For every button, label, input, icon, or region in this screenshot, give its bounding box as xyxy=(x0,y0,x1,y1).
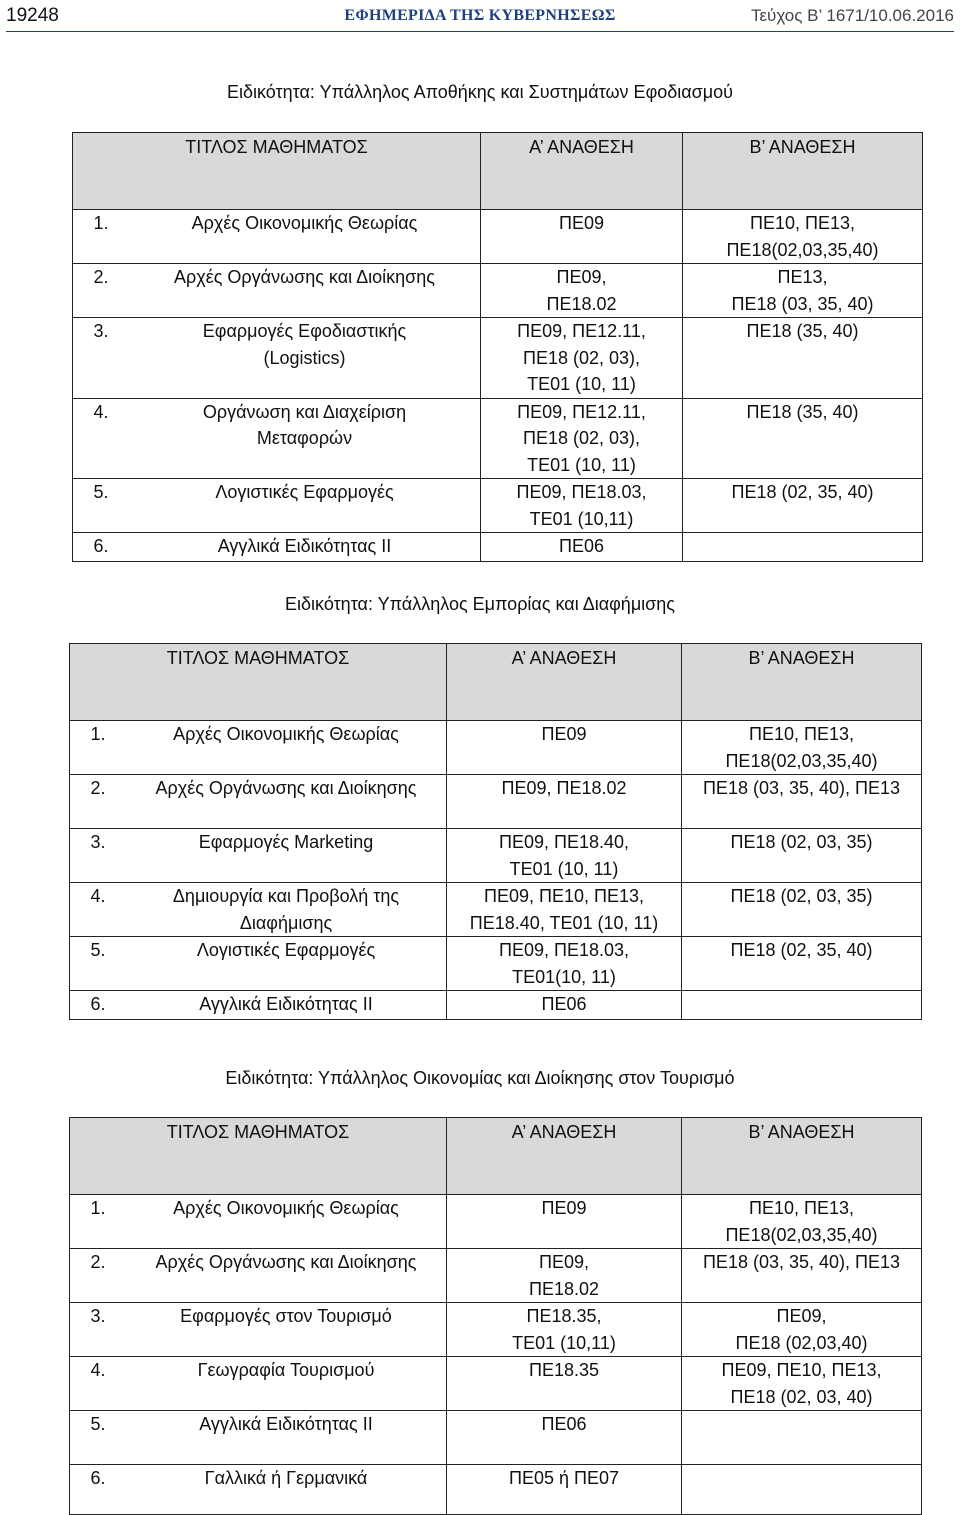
course-number: 4. xyxy=(90,886,106,906)
first-assignment: ΠΕ09 xyxy=(541,1198,587,1218)
course-title: Γαλλικά ή Γερμανικά xyxy=(204,1468,368,1488)
first-assignment: ΤΕ01(10, 11) xyxy=(512,966,616,987)
table-row xyxy=(70,1303,922,1357)
second-assignment xyxy=(682,1411,921,1438)
second-assignment: ΠΕ13, xyxy=(777,267,828,287)
second-assignment-cell xyxy=(682,1249,922,1303)
course-number xyxy=(70,910,126,937)
first-assignment-cell xyxy=(447,1303,682,1357)
second-assignment xyxy=(682,1465,921,1492)
course-title-cell xyxy=(70,937,447,991)
table-header-row xyxy=(70,644,922,721)
column-header: Β’ ΑΝΑΘΕΣΗ xyxy=(683,133,923,210)
first-assignment: ΠΕ09, ΠΕ18.40, xyxy=(498,832,630,852)
first-assignment: ΠΕ18.02 xyxy=(546,293,617,314)
table-row xyxy=(73,533,923,562)
course-title: Αρχές Οικονομικής Θεωρίας xyxy=(173,1198,399,1218)
first-assignment-cell xyxy=(481,479,683,533)
course-number: 1. xyxy=(90,1198,106,1218)
course-number: 1. xyxy=(93,213,109,233)
second-assignment-cell xyxy=(683,479,923,533)
first-assignment: ΠΕ09, ΠΕ18.03, xyxy=(498,940,630,960)
second-assignment-cell xyxy=(682,721,922,775)
table-row xyxy=(70,721,922,775)
first-assignment: ΠΕ05 ή ΠΕ07 xyxy=(508,1468,620,1488)
first-assignment: ΠΕ18 (02, 03), xyxy=(522,347,641,368)
course-title: Αγγλικά Ειδικότητας ΙΙ xyxy=(217,536,392,556)
second-assignment-cell xyxy=(682,1465,922,1515)
first-assignment: ΠΕ09, xyxy=(538,1252,590,1272)
course-number: 5. xyxy=(90,940,106,960)
table-header-row xyxy=(73,133,923,210)
course-title-cell xyxy=(73,479,481,533)
course-number: 3. xyxy=(90,832,106,852)
first-assignment: ΠΕ06 xyxy=(541,994,587,1014)
page-header xyxy=(0,0,960,34)
course-number: 4. xyxy=(93,401,109,422)
second-assignment: ΠΕ10, ΠΕ13, xyxy=(748,724,855,744)
first-assignment: ΤΕ01 (10,11) xyxy=(529,508,634,529)
course-title-cell xyxy=(70,883,447,937)
table-header-row xyxy=(70,1118,922,1195)
course-title: Εφαρμογές στον Τουρισμό xyxy=(180,1306,392,1326)
course-title-cell xyxy=(70,829,447,883)
first-assignment: ΠΕ09, ΠΕ12.11, xyxy=(517,401,646,422)
first-assignment-cell xyxy=(447,991,682,1020)
second-assignment xyxy=(682,991,921,1018)
second-assignment: ΠΕ10, ΠΕ13, xyxy=(748,1198,855,1218)
table-row xyxy=(70,991,922,1020)
first-assignment: ΠΕ06 xyxy=(541,1414,587,1434)
second-assignment: ΠΕ18 (02, 03, 40) xyxy=(730,1386,873,1407)
table-row xyxy=(70,829,922,883)
column-header: Α’ ΑΝΑΘΕΣΗ xyxy=(447,644,682,721)
course-number: 5. xyxy=(90,1414,106,1434)
first-assignment-cell xyxy=(447,883,682,937)
course-title: Λογιστικές Εφαρμογές xyxy=(196,940,376,960)
second-assignment-cell xyxy=(683,264,923,318)
course-title: Αρχές Οικονομικής Θεωρίας xyxy=(191,213,418,233)
first-assignment: ΤΕ01 (10, 11) xyxy=(527,374,636,394)
course-title-cell xyxy=(73,398,481,479)
second-assignment-cell xyxy=(682,1195,922,1249)
first-assignment: ΠΕ09 xyxy=(541,724,587,744)
column-header: Α’ ΑΝΑΘΕΣΗ xyxy=(447,1118,682,1195)
first-assignment: ΤΕ01 (10, 11) xyxy=(509,858,619,879)
column-header: Β’ ΑΝΑΘΕΣΗ xyxy=(682,644,922,721)
course-number: 2. xyxy=(90,778,106,798)
course-number xyxy=(73,345,129,372)
course-title-cell xyxy=(70,775,447,829)
table-row xyxy=(73,398,923,479)
second-assignment: ΠΕ10, ΠΕ13, xyxy=(749,213,856,233)
first-assignment: ΠΕ09, ΠΕ10, ΠΕ13, xyxy=(483,886,645,906)
second-assignment-cell xyxy=(683,210,923,264)
course-title: Γεωγραφία Τουρισμού xyxy=(197,1360,375,1380)
course-table xyxy=(69,643,922,1020)
section-title: Ειδικότητα: Υπάλληλος Εμπορίας και Διαφήμισης xyxy=(285,594,675,614)
column-header: ΤΙΤΛΟΣ ΜΑΘΗΜΑΤΟΣ xyxy=(73,133,481,210)
course-title: Οργάνωση και Διαχείριση xyxy=(202,401,407,422)
first-assignment-cell xyxy=(447,829,682,883)
header-rule xyxy=(6,31,954,32)
course-title: Αρχές Οικονομικής Θεωρίας xyxy=(173,724,399,744)
course-title-cell xyxy=(73,533,481,562)
second-assignment: ΠΕ18(02,03,35,40) xyxy=(726,239,879,260)
course-number: 6. xyxy=(90,1468,106,1488)
second-assignment xyxy=(683,533,922,560)
course-title: (Logistics) xyxy=(263,347,346,368)
course-title-cell xyxy=(70,721,447,775)
course-title-cell xyxy=(70,1249,447,1303)
first-assignment-cell xyxy=(481,264,683,318)
first-assignment: ΠΕ09, ΠΕ18.02 xyxy=(501,778,627,798)
course-title-cell xyxy=(70,1411,447,1465)
first-assignment: ΠΕ09 xyxy=(558,213,605,233)
second-assignment: ΠΕ09, ΠΕ10, ΠΕ13, xyxy=(721,1360,882,1380)
second-assignment-cell xyxy=(683,318,923,399)
table-row xyxy=(70,1249,922,1303)
second-assignment: ΠΕ18 (03, 35, 40), ΠΕ13 xyxy=(702,778,901,798)
first-assignment: ΠΕ18.02 xyxy=(528,1278,600,1299)
course-title: Αρχές Οργάνωσης και Διοίκησης xyxy=(174,267,435,287)
table-row xyxy=(73,210,923,264)
first-assignment-cell xyxy=(481,533,683,562)
table-row xyxy=(70,883,922,937)
course-number: 3. xyxy=(90,1306,106,1326)
course-title: Εφαρμογές Εφοδιαστικής xyxy=(202,321,407,341)
course-title xyxy=(126,1438,446,1465)
course-title-cell xyxy=(70,1465,447,1515)
second-assignment-cell xyxy=(683,533,923,562)
second-assignment xyxy=(682,802,921,829)
course-table xyxy=(69,1117,922,1515)
first-assignment-cell xyxy=(447,1195,682,1249)
course-table xyxy=(72,132,923,562)
first-assignment: ΠΕ18 (02, 03), xyxy=(522,428,641,448)
table-row xyxy=(70,937,922,991)
second-assignment-cell xyxy=(682,829,922,883)
second-assignment-cell xyxy=(683,398,923,479)
course-number: 3. xyxy=(93,321,109,341)
course-title-cell xyxy=(70,1357,447,1411)
first-assignment: ΠΕ06 xyxy=(558,536,605,556)
table-row xyxy=(70,1411,922,1465)
course-number: 1. xyxy=(90,724,106,744)
column-header: ΤΙΤΛΟΣ ΜΑΘΗΜΑΤΟΣ xyxy=(70,1118,447,1195)
course-number xyxy=(73,425,129,452)
course-title: Αγγλικά Ειδικότητας ΙΙ xyxy=(199,1414,373,1434)
section-title: Ειδικότητα: Υπάλληλος Οικονομίας και Διοίκησης στον Τουρισμό xyxy=(225,1068,735,1088)
course-number: 6. xyxy=(93,536,109,556)
course-title: Μεταφορών xyxy=(256,428,353,448)
first-assignment-cell xyxy=(447,1411,682,1465)
course-number: 2. xyxy=(90,1252,106,1272)
first-assignment: ΠΕ09, ΠΕ18.03, xyxy=(516,482,647,502)
second-assignment: ΠΕ18 (02, 03, 35) xyxy=(730,886,873,906)
course-title-cell xyxy=(70,991,447,1020)
first-assignment: ΠΕ18.35, xyxy=(526,1306,602,1326)
first-assignment-cell xyxy=(447,721,682,775)
second-assignment: ΠΕ18 (02, 35, 40) xyxy=(731,482,874,502)
first-assignment-cell xyxy=(481,210,683,264)
gazette-title: ΕΦΗΜΕΡΙΔΑ ΤΗΣ ΚΥΒΕΡΝΗΣΕΩΣ xyxy=(344,7,616,24)
course-title: Δημιουργία και Προβολή της xyxy=(172,886,400,906)
column-header: Α’ ΑΝΑΘΕΣΗ xyxy=(481,133,683,210)
second-assignment: ΠΕ18 (02,03,40) xyxy=(735,1332,868,1353)
course-title-cell xyxy=(70,1195,447,1249)
second-assignment-cell xyxy=(682,937,922,991)
table-row xyxy=(70,1357,922,1411)
table-row xyxy=(70,1195,922,1249)
first-assignment: ΠΕ09, xyxy=(556,267,607,287)
table-row xyxy=(73,318,923,399)
table-row xyxy=(70,775,922,829)
course-number: 4. xyxy=(90,1360,106,1380)
page-number: 19248 xyxy=(6,5,59,26)
first-assignment: ΤΕ01 (10,11) xyxy=(512,1332,616,1353)
table-row xyxy=(73,479,923,533)
second-assignment-cell xyxy=(682,991,922,1020)
first-assignment: ΠΕ09, ΠΕ12.11, xyxy=(517,321,646,341)
second-assignment: ΠΕ18 (35, 40) xyxy=(746,321,859,341)
first-assignment-cell xyxy=(447,1465,682,1515)
second-assignment: ΠΕ18 (35, 40) xyxy=(746,401,859,422)
column-header: ΤΙΤΛΟΣ ΜΑΘΗΜΑΤΟΣ xyxy=(70,644,447,721)
first-assignment-cell xyxy=(481,398,683,479)
course-number: 2. xyxy=(93,267,109,287)
second-assignment-cell xyxy=(682,1303,922,1357)
second-assignment: ΠΕ18 (03, 35, 40) xyxy=(731,293,874,314)
course-title: Αγγλικά Ειδικότητας ΙΙ xyxy=(199,994,373,1014)
second-assignment-cell xyxy=(682,1411,922,1465)
course-title: Διαφήμισης xyxy=(239,912,333,933)
second-assignment: ΠΕ18(02,03,35,40) xyxy=(725,750,878,771)
second-assignment: ΠΕ18 (02, 03, 35) xyxy=(730,832,873,852)
first-assignment-cell xyxy=(447,1357,682,1411)
course-number xyxy=(70,1438,126,1465)
course-title: Αρχές Οργάνωσης και Διοίκησης xyxy=(155,1252,417,1272)
course-title: Λογιστικές Εφαρμογές xyxy=(215,482,394,502)
first-assignment-cell xyxy=(447,1249,682,1303)
first-assignment-cell xyxy=(447,775,682,829)
section-title: Ειδικότητα: Υπάλληλος Αποθήκης και Συστημάτων Εφοδιασμού xyxy=(226,82,734,102)
course-title-cell xyxy=(70,1303,447,1357)
first-assignment-cell xyxy=(447,937,682,991)
issue-label: Τεύχος Β’ 1671/10.06.2016 xyxy=(750,6,954,25)
table-row xyxy=(70,1465,922,1515)
first-assignment-cell xyxy=(481,318,683,399)
first-assignment: ΤΕ01 (10, 11) xyxy=(527,454,636,475)
second-assignment-cell xyxy=(682,1357,922,1411)
course-title: Αρχές Οργάνωσης και Διοίκησης xyxy=(155,778,417,798)
course-title-cell xyxy=(73,318,481,399)
first-assignment: ΠΕ18.40, ΤΕ01 (10, 11) xyxy=(469,912,659,933)
column-header: Β’ ΑΝΑΘΕΣΗ xyxy=(682,1118,922,1195)
table-row xyxy=(73,264,923,318)
course-title-cell xyxy=(73,264,481,318)
course-title: Εφαρμογές Marketing xyxy=(198,832,374,852)
second-assignment: ΠΕ18 (03, 35, 40), ΠΕ13 xyxy=(702,1252,901,1272)
course-number: 5. xyxy=(93,482,109,502)
second-assignment: ΠΕ09, xyxy=(776,1306,827,1326)
course-number: 6. xyxy=(90,994,106,1014)
second-assignment-cell xyxy=(682,775,922,829)
second-assignment-cell xyxy=(682,883,922,937)
course-title-cell xyxy=(73,210,481,264)
first-assignment: ΠΕ18.35 xyxy=(528,1360,600,1380)
second-assignment: ΠΕ18(02,03,35,40) xyxy=(725,1224,878,1245)
second-assignment: ΠΕ18 (02, 35, 40) xyxy=(730,940,873,960)
